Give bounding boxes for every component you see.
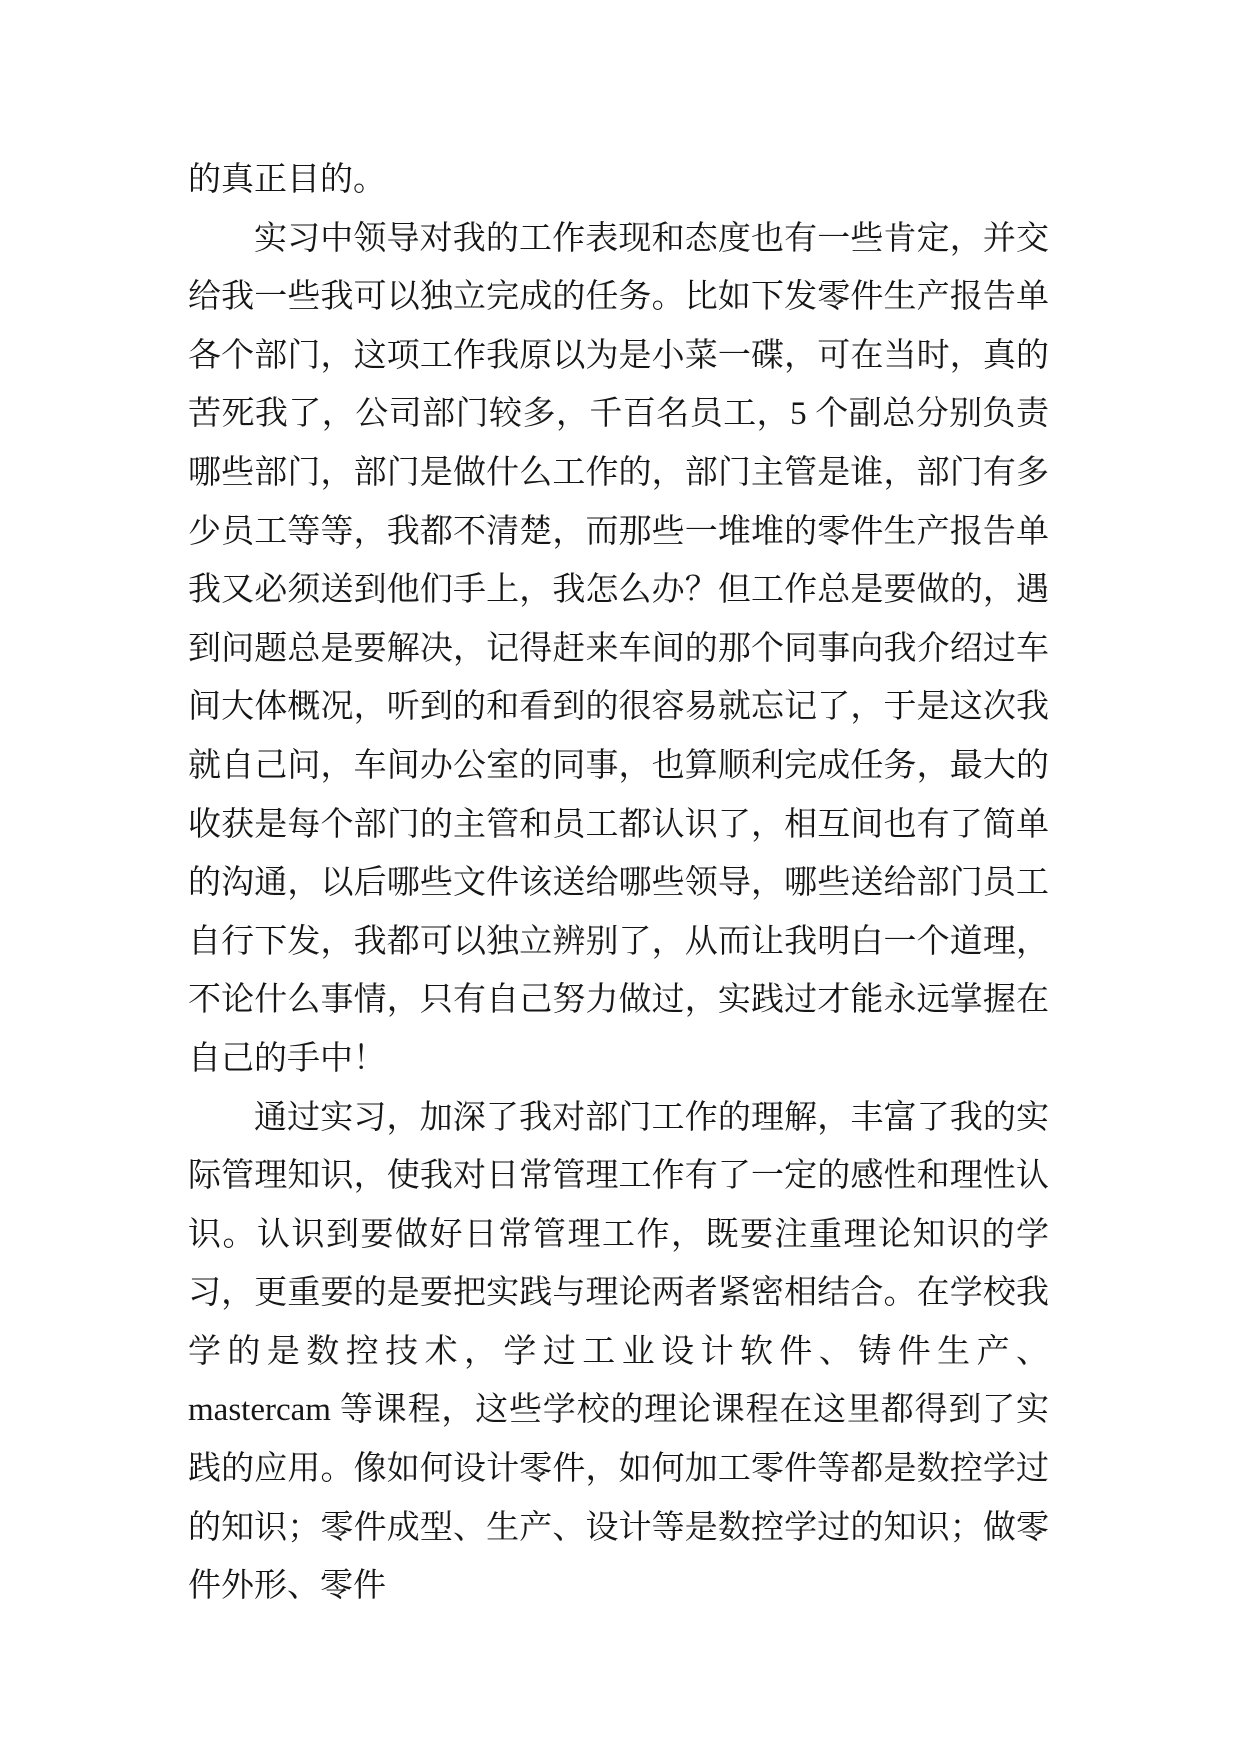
document-body-text [188,151,1049,1616]
paragraph: 实习中领导对我的工作表现和态度也有一些肯定，并交给我一些我可以独立完成的任务。比如下发零件生产报告单各个部门，这项工作我原以为是小菜一碟，可在当时，真的苦死我了，公司部门较多，千百名员工，5 个副总分别负责哪些部门，部门是做什么工作的，部门主管是谁，部门有多少员工等等，我都不清楚，而那些一堆堆的零件生产报告单我又必须送到他们手上，我怎么办？但工作总是要做的，遇到问题总是要解决，记得赶来车间的那个同事向我介绍过车间大体概况，听到的和看到的很容易就忘记了，于是这次我就自己问，车间办公室的同事，也算顺利完成任务，最大的收获是每个部门的主管和员工都认识了，相互间也有了简单的沟通，以后哪些文件该送给哪些领导，哪些送给部门员工自行下发，我都可以独立辨别了，从而让我明白一个道理，不论什么事情，只有自己努力做过，实践过才能永远掌握在自己的手中！ [188,220,1050,1077]
paragraph-continuation: 的真正目的。 [188,162,386,198]
paragraph: 通过实习，加深了我对部门工作的理解，丰富了我的实际管理知识，使我对日常管理工作有了一定的感性和理性认识。认识到要做好日常管理工作，既要注重理论知识的学习，更重要的是要把实践与理论两者紧密相结合。在学校我学的是数控技术，学过工业设计软件、铸件生产、mastercam 等课程，这些学校的理论课程在这里都得到了实践的应用。像如何设计零件，如何加工零件等都是数控学过的知识；零件成型、生产、设计等是数控学过的知识；做零件外形、零件 [188,1099,1049,1605]
